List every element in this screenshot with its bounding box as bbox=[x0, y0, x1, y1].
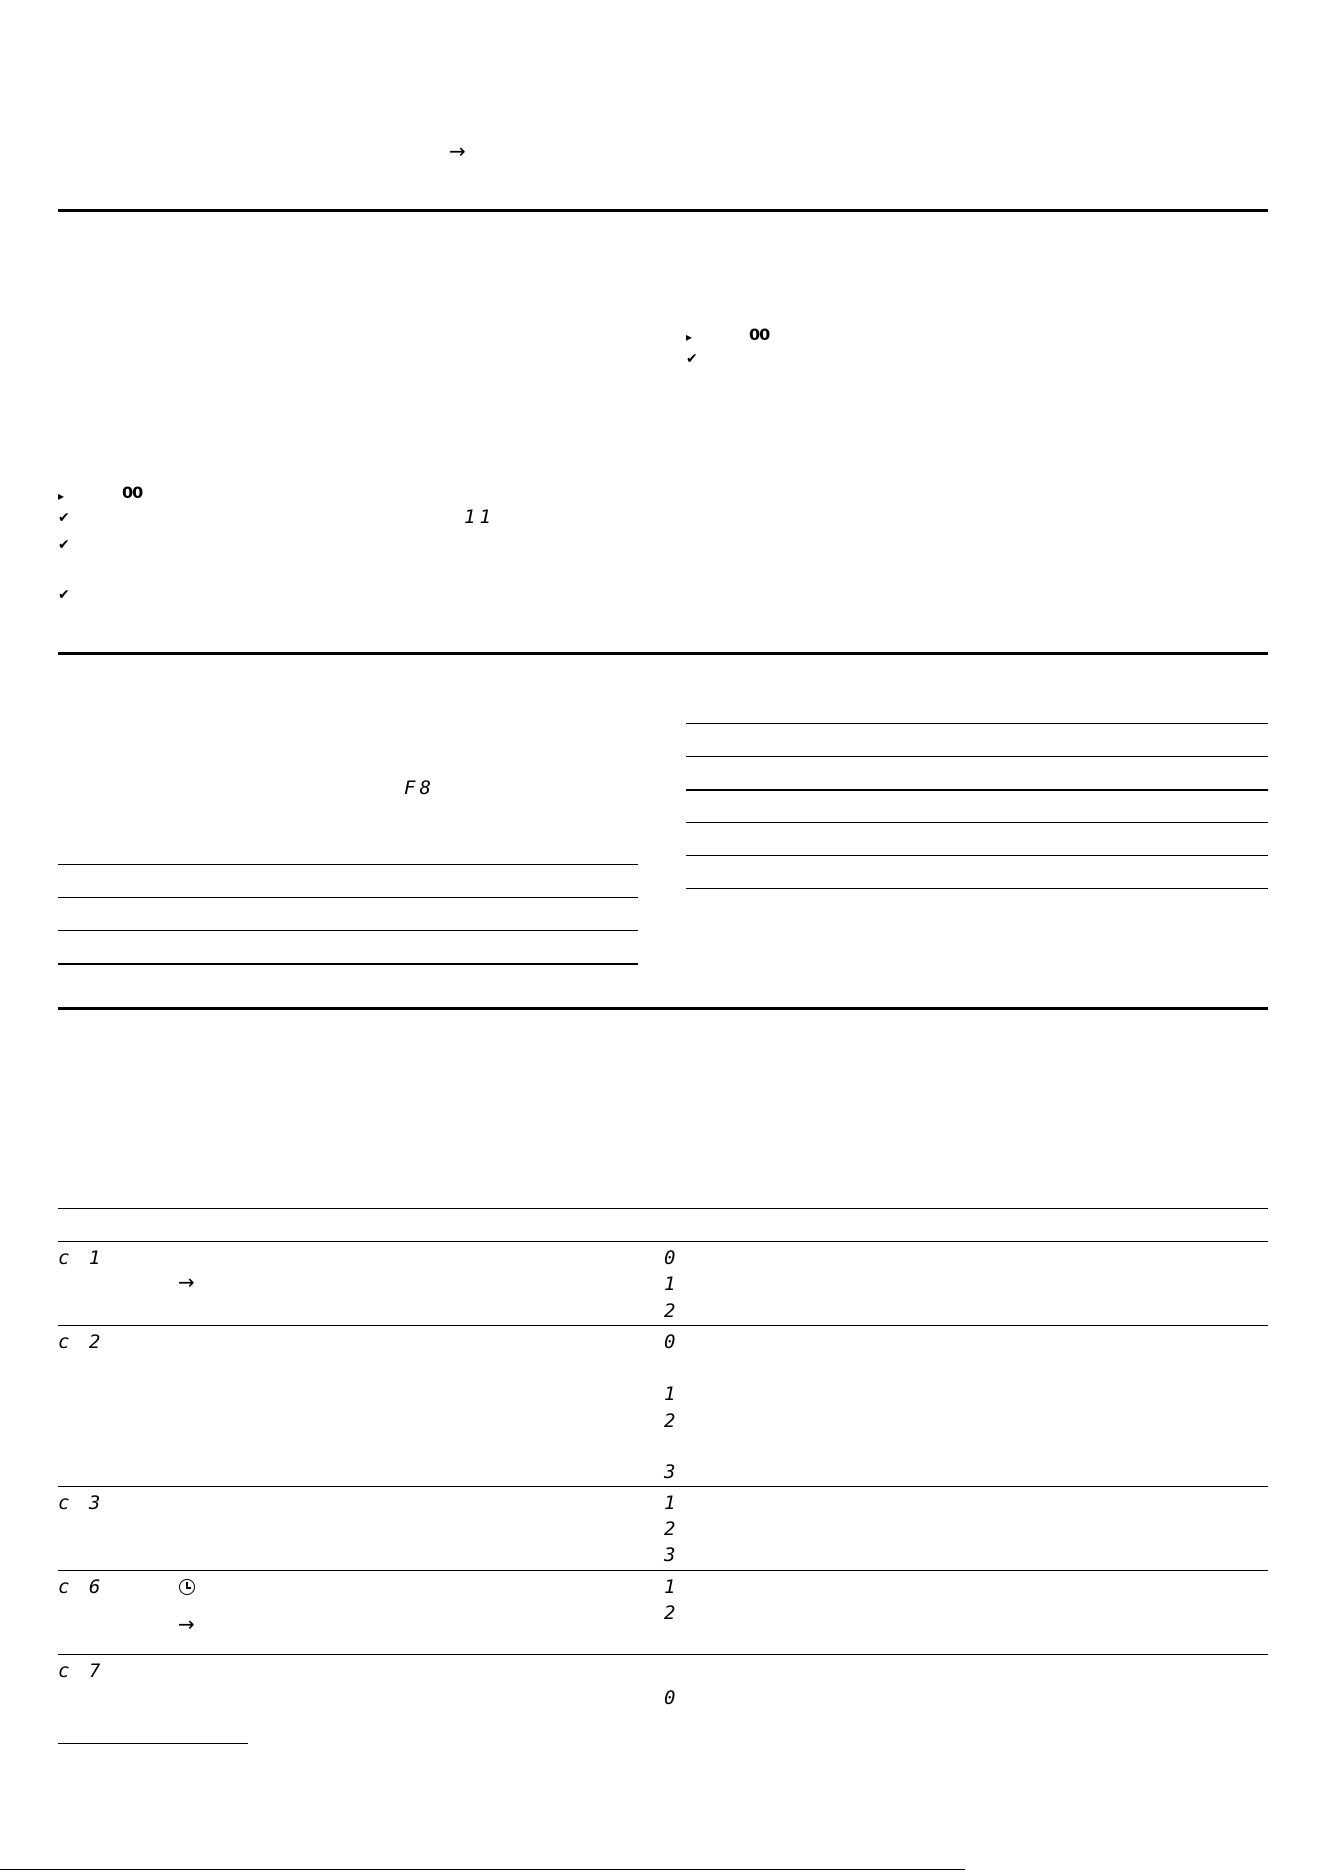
table-rule bbox=[58, 864, 638, 865]
table-rule bbox=[686, 789, 1268, 791]
setting-value: 1 bbox=[664, 1383, 680, 1405]
pause-icon: 00 bbox=[749, 325, 770, 344]
clock-icon bbox=[179, 1579, 195, 1595]
settings-table-header-rule bbox=[58, 1241, 1268, 1242]
table-rule bbox=[686, 723, 1268, 724]
setting-value: 1 bbox=[664, 1273, 680, 1295]
table-rule bbox=[686, 756, 1268, 757]
setting-code: c 6 bbox=[58, 1576, 105, 1598]
setting-value: 2 bbox=[664, 1300, 680, 1322]
play-marker-icon: ▸ bbox=[58, 489, 65, 503]
display-segment-value: 11 bbox=[464, 506, 495, 528]
setting-value: 1 bbox=[664, 1492, 680, 1514]
header-arrow-icon: → bbox=[449, 139, 466, 163]
setting-value: 0 bbox=[664, 1247, 680, 1269]
play-marker-icon: ▸ bbox=[686, 330, 693, 344]
table-row-rule bbox=[58, 1486, 1268, 1487]
setting-value: 3 bbox=[664, 1544, 680, 1566]
setting-code: c 7 bbox=[58, 1660, 105, 1682]
section-divider-bottom bbox=[58, 1007, 1268, 1010]
pause-icon: 00 bbox=[122, 483, 143, 502]
arrow-icon: → bbox=[178, 1612, 195, 1636]
table-row-rule bbox=[58, 1325, 1268, 1326]
check-icon: ✔ bbox=[58, 510, 70, 526]
table-rule bbox=[686, 822, 1268, 823]
check-icon: ✔ bbox=[686, 351, 698, 367]
arrow-icon: → bbox=[178, 1270, 195, 1294]
table-rule bbox=[686, 855, 1268, 856]
section-divider-top bbox=[58, 209, 1268, 212]
table-rule bbox=[58, 897, 638, 898]
setting-value: 2 bbox=[664, 1410, 680, 1432]
setting-value: 3 bbox=[664, 1461, 680, 1483]
table-rule bbox=[686, 888, 1268, 889]
footnote-rule bbox=[58, 1743, 248, 1744]
section-divider-middle bbox=[58, 652, 1268, 655]
setting-code: c 2 bbox=[58, 1331, 105, 1353]
setting-value: 2 bbox=[664, 1518, 680, 1540]
table-rule bbox=[58, 930, 638, 931]
setting-value: 0 bbox=[664, 1687, 680, 1709]
table-row-rule bbox=[58, 1570, 1268, 1571]
page-bottom-rule bbox=[0, 1869, 965, 1870]
error-code-display: F8 bbox=[404, 777, 435, 799]
setting-value: 2 bbox=[664, 1602, 680, 1624]
settings-table-top-rule bbox=[58, 1208, 1268, 1209]
check-icon: ✔ bbox=[58, 537, 70, 553]
setting-value: 1 bbox=[664, 1576, 680, 1598]
setting-code: c 1 bbox=[58, 1247, 105, 1269]
check-icon: ✔ bbox=[58, 587, 70, 603]
table-rule bbox=[58, 963, 638, 965]
setting-code: c 3 bbox=[58, 1492, 105, 1514]
table-row-rule bbox=[58, 1654, 1268, 1655]
setting-value: 0 bbox=[664, 1331, 680, 1353]
